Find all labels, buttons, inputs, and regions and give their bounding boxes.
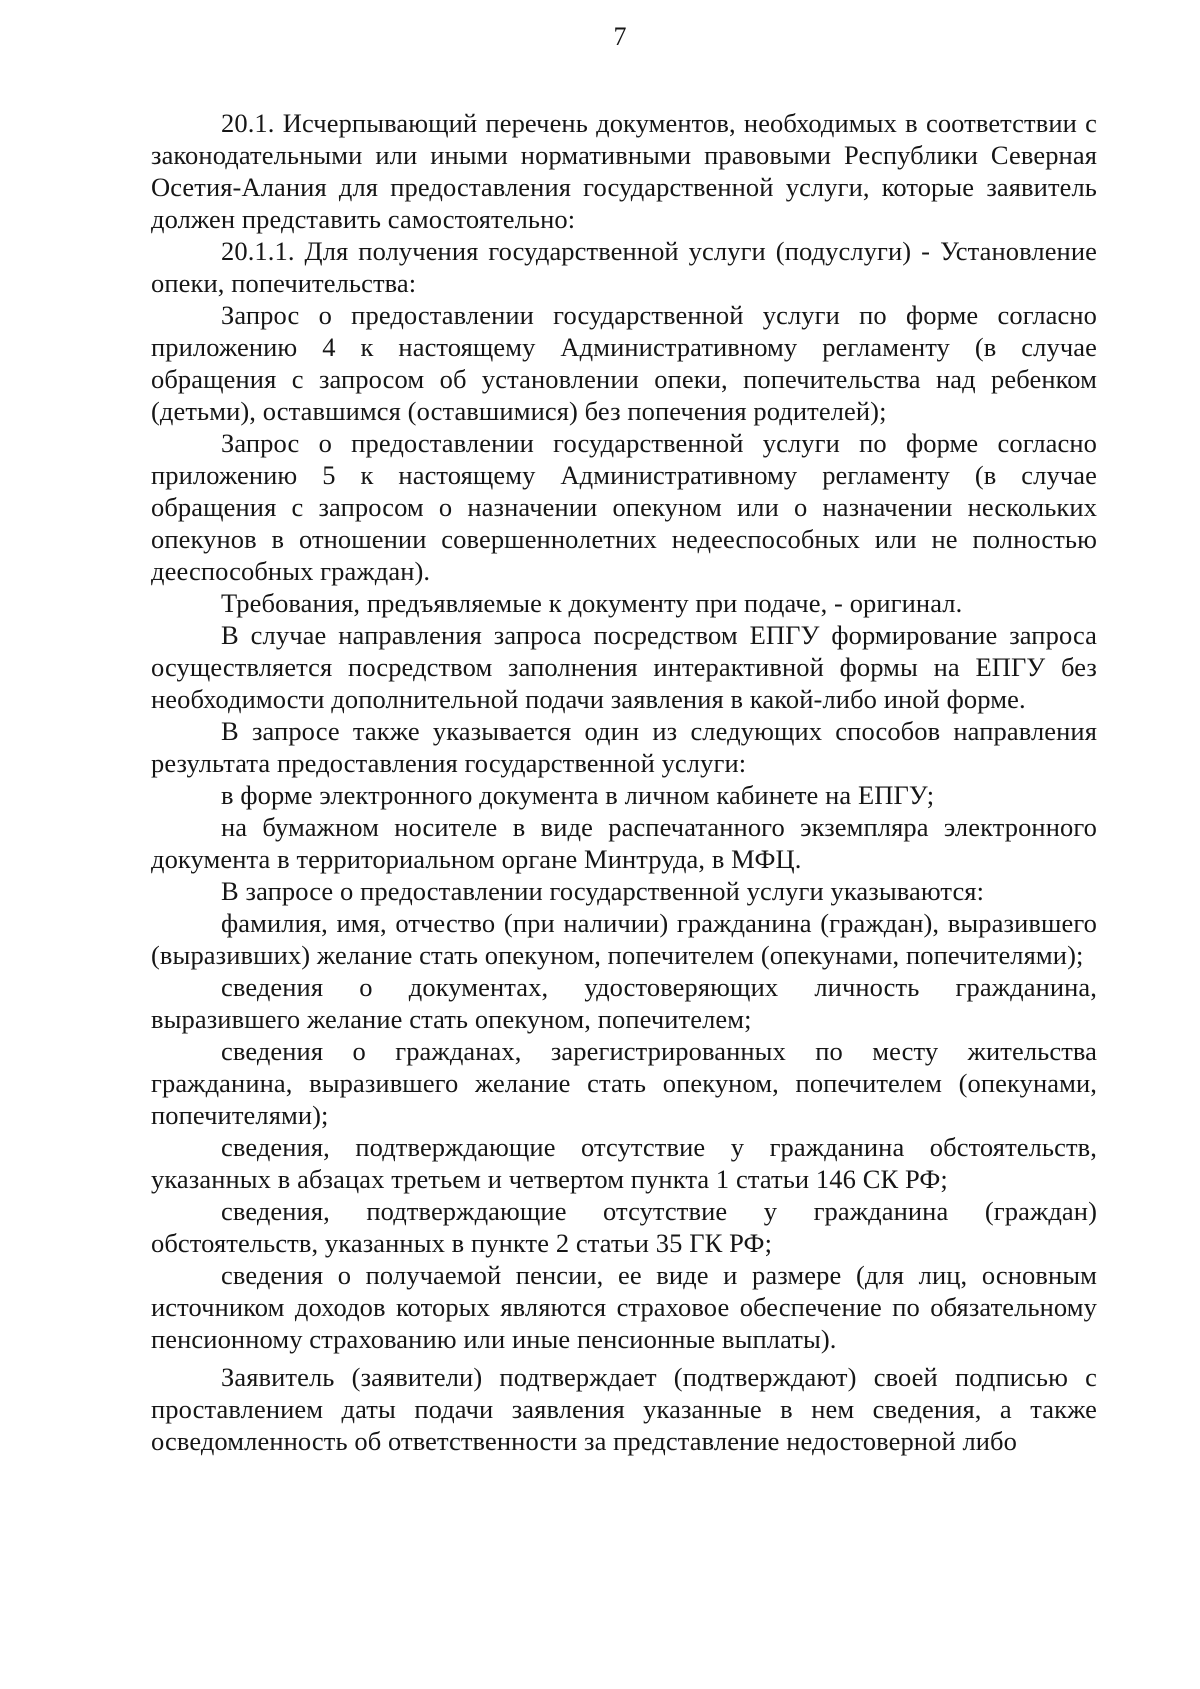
list-item-article-35: сведения, подтверждающие отсутствие у гражданина (граждан) обстоятельств, указанных в пункте 2 статьи 35 ГК РФ;: [151, 1196, 1097, 1258]
paragraph-request-contents: В запросе о предоставлении государственной услуги указываются:: [221, 876, 985, 906]
list-item-identity-documents: сведения о документах, удостоверяющих личность гражданина, выразившего желание стать опекуном, попечителем;: [151, 972, 1097, 1034]
list-item-registered-citizens: сведения о гражданах, зарегистрированных по месту жительства гражданина, выразившего желание стать опекуном, попечителем (опекунами, попечителями);: [151, 1036, 1097, 1130]
list-item-pension-info: сведения о получаемой пенсии, ее виде и размере (для лиц, основным источником доходов которых являются страховое обеспечение по обязательному пенсионному страхованию или иные пенсионные выплаты).: [151, 1260, 1097, 1354]
list-item-electronic-document: в форме электронного документа в личном кабинете на ЕПГУ;: [221, 780, 935, 810]
paragraph-epgu-request: В случае направления запроса посредством ЕПГУ формирование запроса осуществляется посредством заполнения интерактивной формы на ЕПГУ без необходимости дополнительной подачи заявления в какой-либо иной форме.: [151, 620, 1097, 714]
paragraph-result-delivery-methods: В запросе также указывается один из следующих способов направления результата предоставления государственной услуги:: [151, 716, 1097, 778]
paragraph-20-1: 20.1. Исчерпывающий перечень документов, необходимых в соответствии с законодательными или иными нормативными правовыми Республики Северная Осетия-Алания для предоставления государственной услуги, которые заявитель должен представить самостоятельно:: [151, 108, 1097, 234]
document-body: [151, 107, 1097, 1457]
list-item-paper-document: на бумажном носителе в виде распечатанного экземпляра электронного документа в территориальном органе Минтруда, в МФЦ.: [151, 812, 1097, 874]
paragraph-request-appendix-5: Запрос о предоставлении государственной услуги по форме согласно приложению 5 к настоящему Административному регламенту (в случае обращения с запросом о назначении опекуном или о назначении нескольких опекунов в отношении совершеннолетних недееспособных или не полностью дееспособных граждан).: [151, 428, 1097, 586]
paragraph-20-1-1: 20.1.1. Для получения государственной услуги (подуслуги) - Установление опеки, попечительства:: [151, 236, 1097, 298]
page-number: 7: [613, 22, 627, 51]
list-item-article-146: сведения, подтверждающие отсутствие у гражданина обстоятельств, указанных в абзацах третьем и четвертом пункта 1 статьи 146 СК РФ;: [151, 1132, 1097, 1194]
paragraph-applicant-signature: Заявитель (заявители) подтверждает (подтверждают) своей подписью с проставлением даты подачи заявления указанные в нем сведения, а также осведомленность об ответственности за представление недостоверной либо: [151, 1362, 1097, 1456]
paragraph-document-requirements: Требования, предъявляемые к документу при подаче, - оригинал.: [221, 588, 963, 618]
list-item-full-name: фамилия, имя, отчество (при наличии) гражданина (граждан), выразившего (выразивших) желание стать опекуном, попечителем (опекунами, попечителями);: [151, 908, 1097, 970]
paragraph-request-appendix-4: Запрос о предоставлении государственной услуги по форме согласно приложению 4 к настоящему Административному регламенту (в случае обращения с запросом об установлении опеки, попечительства над ребенком (детьми), оставшимся (оставшимися) без попечения родителей);: [151, 300, 1097, 426]
